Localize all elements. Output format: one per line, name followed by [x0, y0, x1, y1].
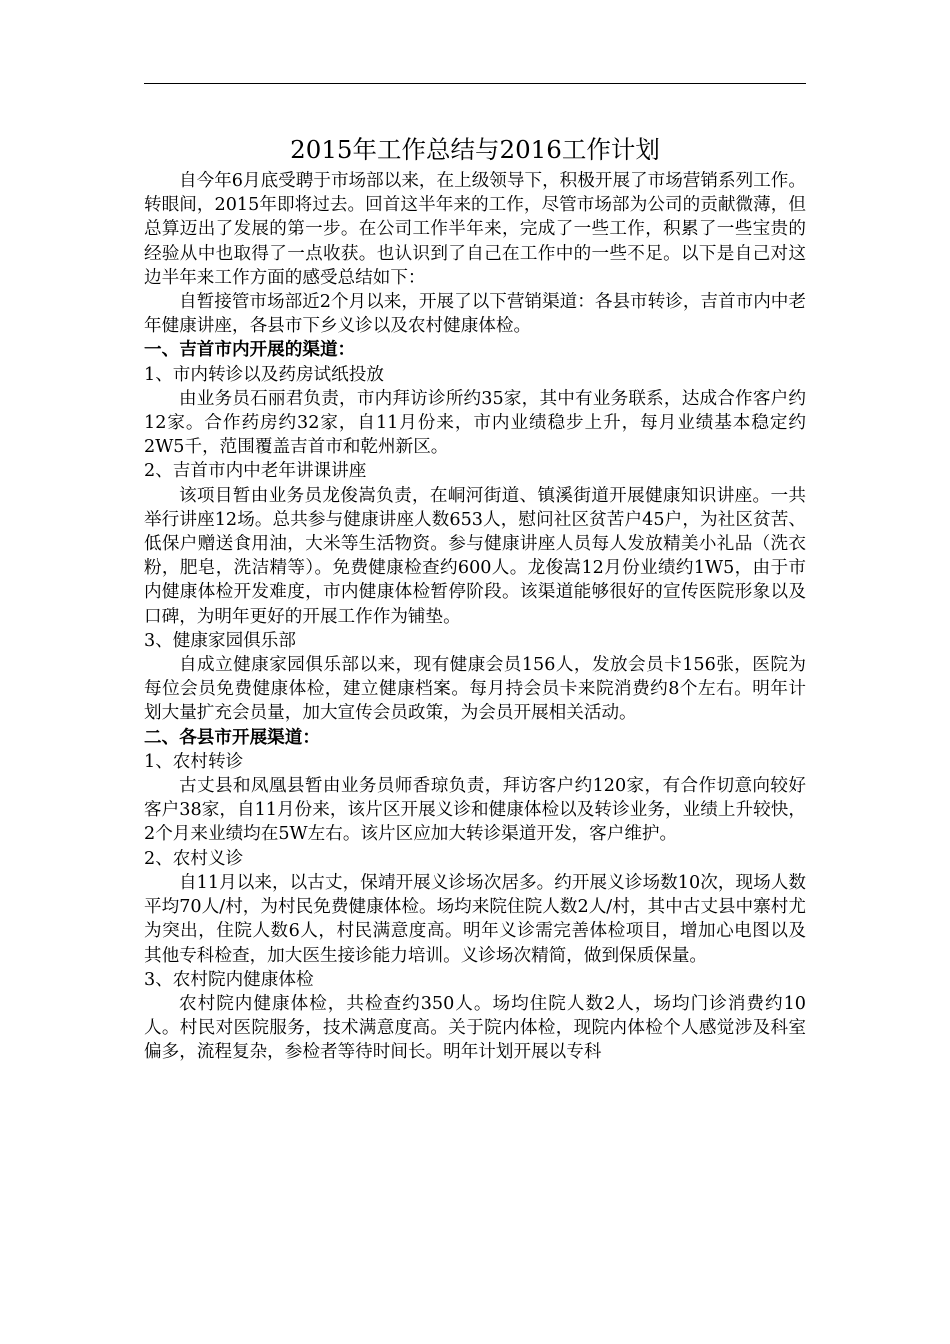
paragraph-city-referral: 由业务员石丽君负责，市内拜访诊所约35家，其中有业务联系，达成合作客户约12家。合作药房约32家，自11月份来，市内业绩稳步上升，每月业绩基本稳定约2W5千，范围覆盖吉首市和乾州新区。 — [144, 388, 806, 458]
document-title: 2015年工作总结与2016工作计划 — [290, 135, 660, 164]
section-heading-jishou-city: 一、吉首市内开展的渠道： — [144, 340, 356, 361]
paragraph-rural-clinic: 自11月以来，以古丈，保靖开展义诊场次居多。约开展义诊场数10次，现场人数平均70人/村，为村民免费健康体检。场均来院住院人数2人/村，其中古丈县中寨村尤为突出，住院人数6人，村民满意度高。明年义诊需完善体检项目，增加心电图以及其他专科检查，加大医生接诊能力培训。义诊场次精简，做到保质保量。 — [144, 872, 806, 966]
section-heading-counties: 二、各县市开展渠道： — [144, 727, 320, 748]
subheading-city-referral: 1、市内转诊以及药房试纸投放 — [144, 364, 384, 385]
subheading-rural-referral: 1、农村转诊 — [144, 751, 244, 772]
paragraph-rural-referral: 古丈县和凤凰县暂由业务员师香琼负责，拜访客户约120家，有合作切意向较好客户38家，自11月份来，该片区开展义诊和健康体检以及转诊业务，业绩上升较快，2个月来业绩均在5W左右。该片区应加大转诊渠道开发，客户维护。 — [144, 776, 806, 845]
subheading-rural-checkup: 3、农村院内健康体检 — [144, 969, 314, 990]
intro-paragraph: 自今年6月底受聘于市场部以来，在上级领导下，积极开展了市场营销系列工作。转眼间，2015年即将过去。回首这半年来的工作，尽管市场部为公司的贡献微薄，但总算迈出了发展的第一步。在公司工作半年来，完成了一些工作，积累了一些宝贵的经验从中也取得了一点收获。也认识到了自己在工作中的一些不足。以下是自己对这边半年来工作方面的感受总结如下： — [144, 171, 806, 288]
channels-overview-paragraph: 自暂接管市场部近2个月以来，开展了以下营销渠道：各县市转诊，吉首市内中老年健康讲座，各县市下乡义诊以及农村健康体检。 — [144, 292, 806, 337]
paragraph-rural-checkup: 农村院内健康体检，共检查约350人。场均住院人数2人，场均门诊消费约10人。村民对医院服务，技术满意度高。关于院内体检，现院内体检个人感觉涉及科室偏多，流程复杂，参检者等待时间长。明年计划开展以专科 — [144, 993, 806, 1063]
subheading-elderly-lectures: 2、吉首市内中老年讲课讲座 — [144, 461, 367, 482]
paragraph-elderly-lectures: 该项目暂由业务员龙俊嵩负责，在峒河街道、镇溪街道开展健康知识讲座。一共举行讲座12场。总共参与健康讲座人数653人，慰问社区贫苦户45户，为社区贫苦、低保户赠送食用油，大米等生活物资。参与健康讲座人员每人发放精美小礼品（洗衣粉，肥皂，洗洁精等）。免费健康检查约600人。龙俊嵩12月份业绩约1W5，由于市内健康体检开发难度，市内健康体检暂停阶段。该渠道能够很好的宣传医院形象以及口碑，为明年更好的开展工作作为铺垫。 — [144, 485, 806, 627]
paragraph-health-club: 自成立健康家园俱乐部以来，现有健康会员156人，发放会员卡156张，医院为每位会员免费健康体检，建立健康档案。每月持会员卡来院消费约8个左右。明年计划大量扩充会员量，加大宣传会员政策，为会员开展相关活动。 — [144, 655, 806, 724]
subheading-health-club: 3、健康家园俱乐部 — [144, 630, 296, 651]
document-body — [144, 133, 806, 1065]
header-rule — [144, 83, 806, 84]
subheading-rural-clinic: 2、农村义诊 — [144, 848, 244, 869]
